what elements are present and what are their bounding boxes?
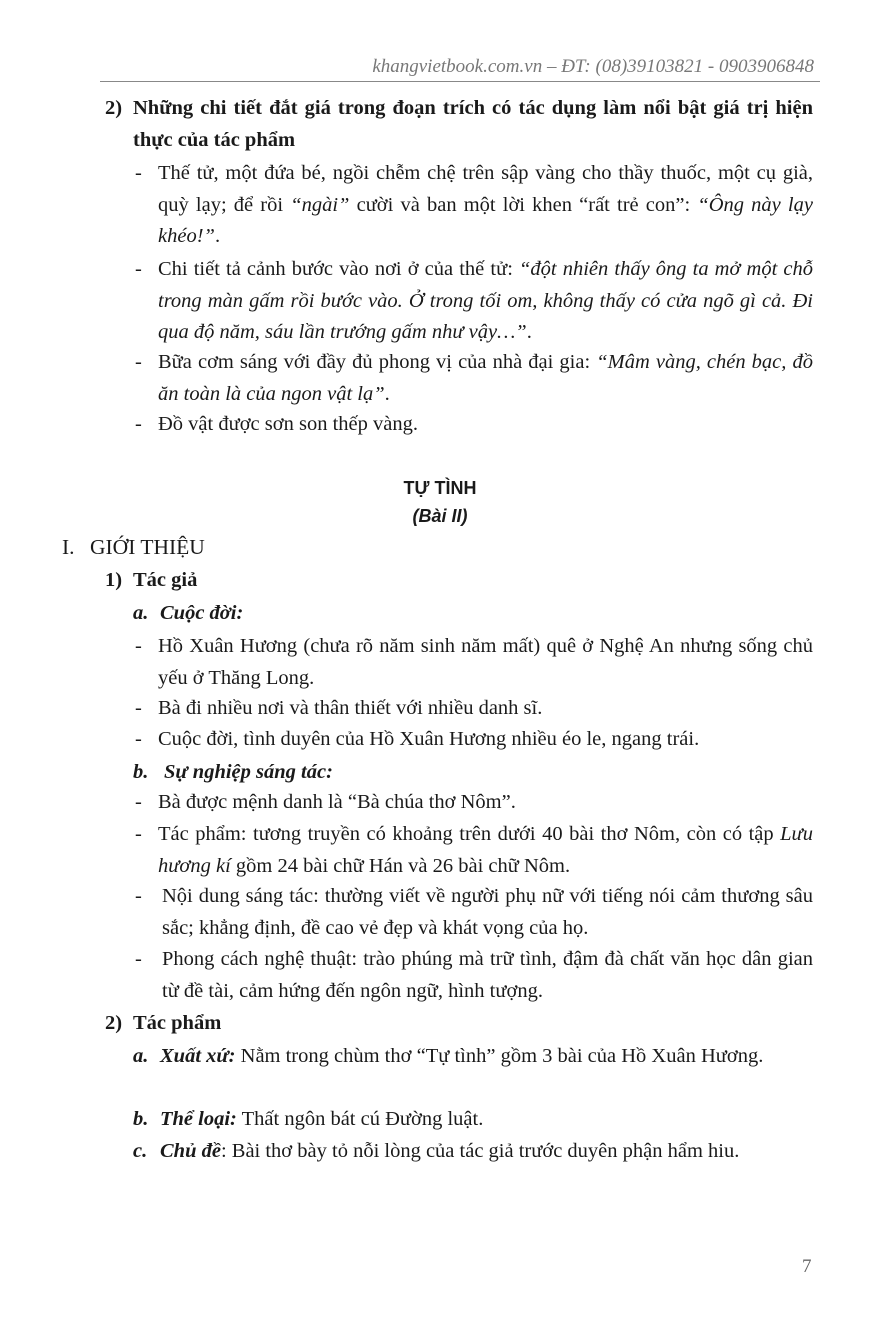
bullet-item: Bà được mệnh danh là “Bà chúa thơ Nôm”.: [158, 791, 516, 813]
item-label: c.: [133, 1140, 148, 1162]
item-label: b.: [133, 761, 149, 783]
header-rule: [100, 81, 820, 82]
running-header: khangvietbook.com.vn – ĐT: (08)39103821 - 0903906848: [372, 56, 814, 77]
bullet-item: Tác phẩm: tương truyền có khoảng trên dưới 40 bài thơ Nôm, còn có tập Lưu hương kí gồm 24 bài chữ Hán và 26 bài chữ Nôm.: [158, 823, 813, 877]
bullet-dash: -: [135, 885, 142, 907]
bullet-item: Đồ vật được sơn son thếp vàng.: [158, 413, 418, 435]
bullet-dash: -: [135, 697, 142, 719]
bullet-dash: -: [135, 823, 142, 845]
part-label: I.: [62, 535, 75, 559]
bullet-item: Thế tử, một đứa bé, ngồi chễm chệ trên sập vàng cho thầy thuốc, một cụ già, quỳ lạy; để rồi “ngài” cười và ban một lời khen “rất trẻ con”: “Ông này lạy khéo!”.: [158, 162, 813, 247]
bullet-item: Bà đi nhiều nơi và thân thiết với nhiều danh sĩ.: [158, 697, 543, 719]
bullet-item: Cuộc đời, tình duyên của Hồ Xuân Hương nhiều éo le, ngang trái.: [158, 728, 700, 750]
bullet-item: Chi tiết tả cảnh bước vào nơi ở của thế tử: “đột nhiên thấy ông ta mở một chỗ trong màn gấm rồi bước vào. Ở trong tối om, không thấy có cửa ngõ gì cả. Đi qua độ năm, sáu lần trướng gấm như vậy…”.: [158, 258, 813, 343]
bullet-dash: -: [135, 728, 142, 750]
item-heading: Sự nghiệp sáng tác:: [164, 761, 333, 783]
section-number: 2): [105, 97, 123, 119]
section-heading: Những chi tiết đắt giá trong đoạn trích có tác dụng làm nổi bật giá trị hiện thực của tác phẩm: [133, 97, 813, 151]
bullet-dash: -: [135, 162, 142, 184]
page-number: 7: [802, 1256, 812, 1277]
bullet-dash: -: [135, 258, 142, 280]
subsection-number: 2): [105, 1012, 123, 1034]
item-label: a.: [133, 1045, 149, 1067]
subsection-number: 1): [105, 569, 123, 591]
work-item: Chủ đề: Bài thơ bày tỏ nỗi lòng của tác giả trước duyên phận hẩm hiu.: [160, 1140, 740, 1162]
bullet-dash: -: [135, 791, 142, 813]
bullet-item: Phong cách nghệ thuật: trào phúng mà trữ tình, đậm đà chất văn học dân gian từ đề tài, cảm hứng đến ngôn ngữ, hình tượng.: [162, 948, 813, 1002]
bullet-item: Bữa cơm sáng với đầy đủ phong vị của nhà đại gia: “Mâm vàng, chén bạc, đồ ăn toàn là của ngon vật lạ”.: [158, 351, 813, 405]
part-heading: GIỚI THIỆU: [90, 535, 205, 559]
subsection-heading: Tác giả: [133, 569, 198, 591]
item-heading: Cuộc đời:: [160, 602, 244, 624]
bullet-dash: -: [135, 351, 142, 373]
poem-subtitle: (Bài II): [412, 506, 468, 526]
bullet-item: Nội dung sáng tác: thường viết về người phụ nữ với tiếng nói cảm thương sâu sắc; khẳng định, đề cao vẻ đẹp và khát vọng của họ.: [162, 885, 813, 939]
poem-title: TỰ TÌNH: [403, 478, 477, 498]
bullet-dash: -: [135, 413, 142, 435]
bullet-item: Hồ Xuân Hương (chưa rõ năm sinh năm mất) quê ở Nghệ An nhưng sống chủ yếu ở Thăng Long.: [158, 635, 813, 689]
work-item: Thể loại: Thất ngôn bát cú Đường luật.: [160, 1108, 484, 1130]
bullet-dash: -: [135, 948, 142, 970]
bullet-dash: -: [135, 635, 142, 657]
work-item: Xuất xứ: Nằm trong chùm thơ “Tự tình” gồm 3 bài của Hồ Xuân Hương.: [160, 1045, 764, 1067]
subsection-heading: Tác phẩm: [133, 1012, 222, 1034]
item-label: b.: [133, 1108, 149, 1130]
item-label: a.: [133, 602, 149, 624]
